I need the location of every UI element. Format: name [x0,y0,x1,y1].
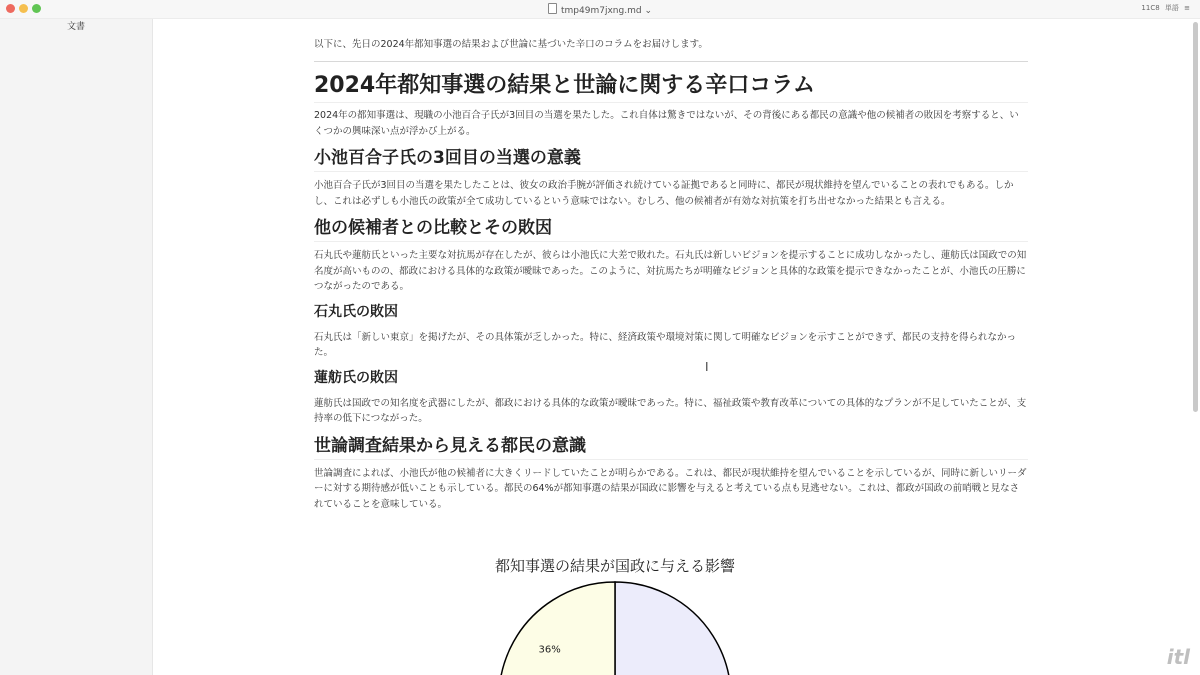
word-count-unit: 単語 [1164,4,1179,12]
heading-public-opinion: 世論調査結果から見える都民の意識 [314,435,1028,460]
divider [314,61,1028,62]
pie-chart-svg [470,555,760,675]
document-title[interactable] [0,3,1200,16]
scrollbar[interactable] [1193,22,1198,412]
chart-title: 都知事選の結果が国政に与える影響 [494,557,735,575]
sidebar [0,19,153,675]
heading-ishimaru: 石丸氏の敗因 [314,303,398,320]
heading-renho: 蓮舫氏の敗因 [314,369,398,386]
watermark-logo: itl [1166,645,1190,669]
sidebar-label[interactable]: 文書 [66,22,85,32]
paragraph-3: 石丸氏や蓮舫氏といった主要な対抗馬が存在したが、彼らは小池氏に大差で敗れた。石丸氏は新しいビジョンを提示することに成功しなかったし、蓮舫氏は国政での知名度が高いものの、都政における具体的な政策が曖昧であった。このように、対抗馬たちが明確なビジョンと具体的な政策を提示できなかったことが、小池氏の圧勝につながったのである。 [314,250,1027,292]
pie-chart [470,555,760,675]
heading-koike: 小池百合子氏の3回目の当選の意義 [314,147,1028,172]
document-content[interactable] [314,38,1028,520]
heading-comparison: 他の候補者との比較とその敗因 [314,217,1028,242]
page-title: 2024年都知事選の結果と世論に関する辛口コラム [314,72,1028,103]
toc-icon[interactable]: ≡ [1184,4,1190,12]
paragraph-6: 世論調査によれば、小池氏が他の候補者に大きくリードしていたことが明らかである。これは、都民が現状維持を望んでいることを示しているが、同時に新しいリーダーに対する期待感が低いことも示している。都民の64%が都知事選の結果が国政に影響を与えると考えている点も見逃せない。これは、都政が国政の前哨戦と見なされていることを意味している。 [314,467,1027,510]
paragraph-5: 蓮舫氏は国政での知名度を武器にしたが、都政における具体的な政策が曖昧であった。特に、福祉政策や教育改革についての具体的なプランが不足していたことが、支持率の低下につながった。 [314,397,1027,424]
paragraph-2: 小池百合子氏が3回目の当選を果たしたことは、彼女の政治手腕が評価され続けている証拠であると同時に、都民が現状維持を望んでいることの表れでもある。しかし、これは必ずしも小池氏の政策が全て成功しているという意味ではない。むしろ、他の候補者が有効な対抗策を打ち出せなかった結果とも言える。 [314,180,1014,207]
paragraph-4: 石丸氏は「新しい東京」を掲げたが、その具体策が乏しかった。特に、経済政策や環境対策に関して明確なビジョンを示すことができず、都民の支持を得られなかった。 [314,331,1017,358]
pie-slice-label-1: 36% [538,644,561,656]
chevron-down-icon[interactable]: ⌄ [644,6,652,16]
word-count: 11C8 [1141,4,1160,12]
window-titlebar [0,0,1200,19]
pie-slice-1 [499,582,615,675]
intro-paragraph: 以下に、先日の2024年都知事選の結果および世論に基づいた辛口のコラムをお届けします。 [314,39,708,50]
document-title-text: tmp49m7jxng.md [561,6,642,16]
status-area [1138,3,1190,13]
text-cursor-icon: I [705,360,709,374]
document-icon [548,3,557,14]
paragraph-1: 2024年の都知事選は、現職の小池百合子氏が3回目の当選を果たした。これ自体は驚きではないが、その背後にある都民の意識や他の候補者の敗因を考察すると、いくつかの興味深い点が浮かび上がる。 [314,110,1019,137]
